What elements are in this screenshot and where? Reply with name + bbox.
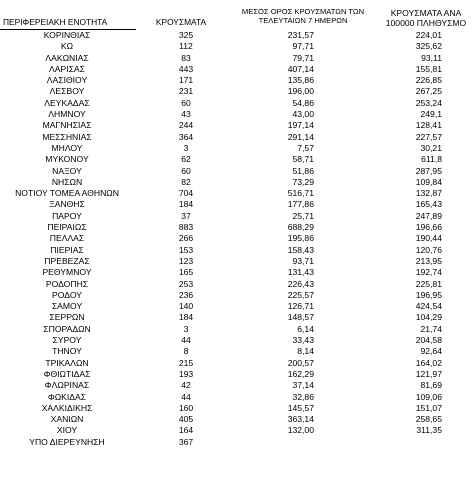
region-cell: ΠΕΙΡΑΙΩΣ (47, 222, 87, 233)
avg7-cell: 6,14 (297, 323, 314, 334)
region-cell: ΚΩ (60, 41, 74, 52)
per100k-cell: 253,24 (415, 97, 442, 108)
region-cell: ΦΛΩΡΙΝΑΣ (44, 380, 90, 391)
region-cell: ΛΗΜΝΟΥ (48, 109, 86, 120)
per100k-cell: 165,43 (415, 199, 442, 210)
region-cell: ΦΘΙΩΤΙΔΑΣ (43, 368, 91, 379)
region-cell: ΡΟΔΟΠΗΣ (45, 278, 89, 289)
avg7-cell: 58,71 (292, 154, 314, 165)
cases-cell: 60 (181, 165, 191, 176)
avg7-cell: 79,71 (292, 52, 314, 63)
per100k-cell: 225,81 (415, 278, 442, 289)
avg7-cell: 226,43 (287, 278, 314, 289)
region-cell: ΡΕΘΥΜΝΟΥ (42, 267, 92, 278)
avg7-cell: 8,14 (297, 346, 314, 357)
cases-cell: 43 (181, 109, 191, 120)
cases-cell: 184 (178, 199, 194, 210)
avg7-cell: 7,57 (297, 142, 314, 153)
cases-cell: 83 (181, 52, 191, 63)
cases-cell: 8 (183, 346, 189, 357)
cases-cell: 160 (178, 402, 194, 413)
cases-cell: 3 (183, 142, 189, 153)
cases-cell: 443 (178, 63, 194, 74)
avg7-cell: 225,57 (287, 289, 314, 300)
avg7-cell: 197,14 (287, 120, 314, 131)
header-avg7: ΜΕΣΟΣ ΟΡΟΣ ΚΡΟΥΣΜΑΤΩΝ ΤΩΝ ΤΕΛΕΥΤΑΙΩΝ 7 ΗΜΕΡΩΝ (241, 7, 365, 25)
table-row (0, 267, 474, 278)
cases-cell: 244 (178, 120, 194, 131)
region-cell: ΛΑΚΩΝΙΑΣ (45, 52, 89, 63)
table-row (0, 211, 474, 222)
per100k-cell: 21,74 (420, 323, 442, 334)
table-row (0, 86, 474, 97)
per100k-cell: 611,8 (421, 154, 442, 165)
per100k-cell: 249,1 (420, 109, 442, 120)
avg7-cell: 135,86 (287, 75, 314, 86)
cases-cell: 37 (181, 210, 191, 221)
avg7-cell: 51,86 (292, 165, 314, 176)
table-row (0, 177, 474, 188)
avg7-cell: 43,00 (292, 109, 314, 120)
avg7-cell: 195,86 (287, 233, 314, 244)
cases-cell: 112 (179, 41, 193, 52)
cases-cell: 266 (178, 233, 194, 244)
table-row (0, 41, 474, 52)
cases-cell: 231 (178, 86, 194, 97)
table-row (0, 143, 474, 154)
per100k-cell: 247,89 (415, 210, 442, 221)
region-cell: ΧΑΛΚΙΔΙΚΗΣ (41, 402, 93, 413)
cases-cell: 123 (178, 255, 194, 266)
table-row (0, 380, 474, 391)
avg7-cell: 407,14 (287, 63, 314, 74)
cases-cell: 236 (178, 289, 194, 300)
avg7-cell: 200,57 (287, 357, 314, 368)
table-row (0, 154, 474, 165)
cases-cell: 44 (181, 335, 191, 346)
region-cell: ΤΡΙΚΑΛΩΝ (45, 357, 89, 368)
cases-cell: 44 (181, 391, 191, 402)
table-row (0, 369, 474, 380)
avg7-cell: 177,86 (287, 199, 314, 210)
per100k-cell: 325,62 (415, 41, 442, 52)
avg7-cell: 231,57 (287, 30, 314, 40)
per100k-cell: 128,41 (415, 120, 442, 131)
cases-cell: 193 (178, 368, 194, 379)
region-cell: ΝΑΞΟΥ (52, 165, 82, 176)
region-cell: ΚΟΡΙΝΘΙΑΣ (43, 30, 91, 40)
cases-cell: 165 (178, 267, 194, 278)
region-cell: ΥΠΟ ΔΙΕΡΕΥΝΗΣΗ (29, 436, 105, 447)
per100k-cell: 93,11 (421, 52, 442, 63)
header-cases: ΚΡΟΥΣΜΑΤΑ (155, 17, 207, 27)
cases-cell: 164 (178, 425, 194, 436)
table-row (0, 188, 474, 199)
region-cell: ΛΑΣΙΘΙΟΥ (46, 75, 88, 86)
cases-cell: 325 (178, 30, 194, 40)
table-row (0, 358, 474, 369)
region-cell: ΜΕΣΣΗΝΙΑΣ (42, 131, 92, 142)
per100k-cell: 224,01 (415, 30, 442, 40)
avg7-cell: 33,43 (292, 335, 314, 346)
per100k-cell: 121,97 (415, 368, 442, 379)
cases-cell: 42 (181, 380, 191, 391)
per100k-cell: 81,69 (420, 380, 442, 391)
table-row (0, 335, 474, 346)
avg7-cell: 132,00 (287, 425, 314, 436)
per100k-cell: 109,84 (415, 176, 442, 187)
region-cell: ΝΗΣΩΝ (51, 176, 83, 187)
region-cell: ΠΙΕΡΙΑΣ (50, 244, 84, 255)
region-cell: ΛΑΡΙΣΑΣ (49, 63, 85, 74)
table-row (0, 109, 474, 120)
table-row (0, 414, 474, 425)
per100k-cell: 196,66 (415, 222, 442, 233)
per100k-cell: 30,21 (420, 142, 442, 153)
per100k-cell: 267,25 (415, 86, 442, 97)
per100k-cell: 92,64 (420, 346, 442, 357)
table-row (0, 312, 474, 323)
avg7-cell: 158,43 (287, 244, 314, 255)
region-cell: ΧΑΝΙΩΝ (50, 414, 84, 425)
region-cell: ΦΩΚΙΔΑΣ (47, 391, 87, 402)
table-row (0, 132, 474, 143)
per100k-cell: 190,44 (415, 233, 442, 244)
per100k-cell: 204,58 (415, 335, 442, 346)
cases-cell: 140 (178, 301, 194, 312)
avg7-cell: 148,57 (287, 312, 314, 323)
table-row (0, 256, 474, 267)
table-row (0, 98, 474, 109)
table-row (0, 120, 474, 131)
table-row (0, 64, 474, 75)
region-cell: ΜΗΛΟΥ (51, 142, 83, 153)
cases-cell: 215 (178, 357, 194, 368)
per100k-cell: 132,87 (415, 188, 442, 199)
avg7-cell: 73,29 (292, 176, 314, 187)
region-cell: ΧΙΟΥ (56, 425, 78, 436)
avg7-cell: 37,14 (292, 380, 314, 391)
avg7-cell: 131,43 (287, 267, 314, 278)
avg7-cell: 363,14 (287, 414, 314, 425)
table-row (0, 437, 474, 448)
table-body (0, 30, 474, 448)
region-cell: ΝΟΤΙΟΥ ΤΟΜΕΑ ΑΘΗΝΩΝ (15, 188, 119, 199)
region-cell: ΜΥΚΟΝΟΥ (45, 154, 89, 165)
header-region: ΠΕΡΙΦΕΡΕΙΑΚΗ ΕΝΟΤΗΤΑ (3, 17, 108, 27)
per100k-cell: 120,76 (415, 244, 442, 255)
avg7-cell: 196,00 (287, 86, 314, 97)
region-cell: ΞΑΝΘΗΣ (49, 199, 85, 210)
cases-cell: 82 (181, 176, 191, 187)
region-cell: ΤΗΝΟΥ (52, 346, 82, 357)
avg7-cell: 97,71 (292, 41, 314, 52)
avg7-cell: 516,71 (287, 188, 314, 199)
cases-cell: 62 (181, 154, 191, 165)
cases-cell: 3 (183, 323, 189, 334)
region-cell: ΣΕΡΡΩΝ (49, 312, 85, 323)
table-row (0, 245, 474, 256)
per100k-cell: 109,06 (415, 391, 442, 402)
table-row (0, 166, 474, 177)
per100k-cell: 227,57 (415, 131, 442, 142)
per100k-cell: 213,95 (415, 255, 442, 266)
table-row (0, 346, 474, 357)
table-row (0, 222, 474, 233)
per100k-cell: 164,02 (415, 357, 442, 368)
cases-cell: 704 (178, 188, 194, 199)
per100k-cell: 151,07 (415, 402, 442, 413)
region-cell: ΜΑΓΝΗΣΙΑΣ (42, 120, 92, 131)
region-cell: ΠΡΕΒΕΖΑΣ (44, 255, 90, 266)
cases-cell: 405 (178, 414, 194, 425)
per100k-cell: 424,54 (415, 301, 442, 312)
cases-cell: 184 (178, 312, 194, 323)
per100k-cell: 311,35 (416, 425, 442, 436)
region-cell: ΛΕΣΒΟΥ (49, 86, 85, 97)
per100k-cell: 226,85 (415, 75, 442, 86)
table-row (0, 53, 474, 64)
avg7-cell: 54,86 (292, 97, 314, 108)
table-row (0, 75, 474, 86)
per100k-cell: 155,81 (415, 63, 442, 74)
cases-cell: 153 (178, 244, 194, 255)
avg7-cell: 291,14 (287, 131, 314, 142)
cases-cell: 60 (181, 97, 191, 108)
table-row (0, 199, 474, 210)
region-cell: ΣΥΡΟΥ (52, 335, 82, 346)
avg7-cell: 162,29 (287, 368, 314, 379)
table-row (0, 279, 474, 290)
cases-cell: 367 (178, 436, 194, 447)
table-row (0, 233, 474, 244)
avg7-cell: 25,71 (292, 210, 314, 221)
region-cell: ΣΠΟΡΑΔΩΝ (43, 323, 91, 334)
avg7-cell: 126,71 (287, 301, 314, 312)
per100k-cell: 258,65 (415, 414, 442, 425)
region-cell: ΡΟΔΟΥ (52, 289, 82, 300)
avg7-cell: 145,57 (287, 402, 314, 413)
cases-cell: 253 (178, 278, 194, 289)
avg7-cell: 32,86 (292, 391, 314, 402)
avg7-cell: 93,71 (292, 255, 314, 266)
table-row (0, 324, 474, 335)
table-row (0, 290, 474, 301)
cases-cell: 171 (178, 75, 194, 86)
per100k-cell: 196,95 (415, 289, 442, 300)
avg7-cell: 688,29 (287, 222, 314, 233)
region-cell: ΛΕΥΚΑΔΑΣ (44, 97, 90, 108)
header-per100k: ΚΡΟΥΣΜΑΤΑ ΑΝΑ 100000 ΠΛΗΘΥΣΜΟ (385, 8, 467, 28)
table-row (0, 425, 474, 436)
table-row (0, 30, 474, 41)
per100k-cell: 287,95 (415, 165, 442, 176)
table-row (0, 392, 474, 403)
region-cell: ΣΑΜΟΥ (51, 301, 83, 312)
region-cell: ΠΕΛΛΑΣ (49, 233, 85, 244)
cases-cell: 883 (178, 222, 194, 233)
table-row (0, 301, 474, 312)
cases-cell: 364 (178, 131, 194, 142)
table-row (0, 403, 474, 414)
per100k-cell: 192,74 (415, 267, 442, 278)
per100k-cell: 104,29 (415, 312, 442, 323)
region-cell: ΠΑΡΟΥ (52, 210, 82, 221)
